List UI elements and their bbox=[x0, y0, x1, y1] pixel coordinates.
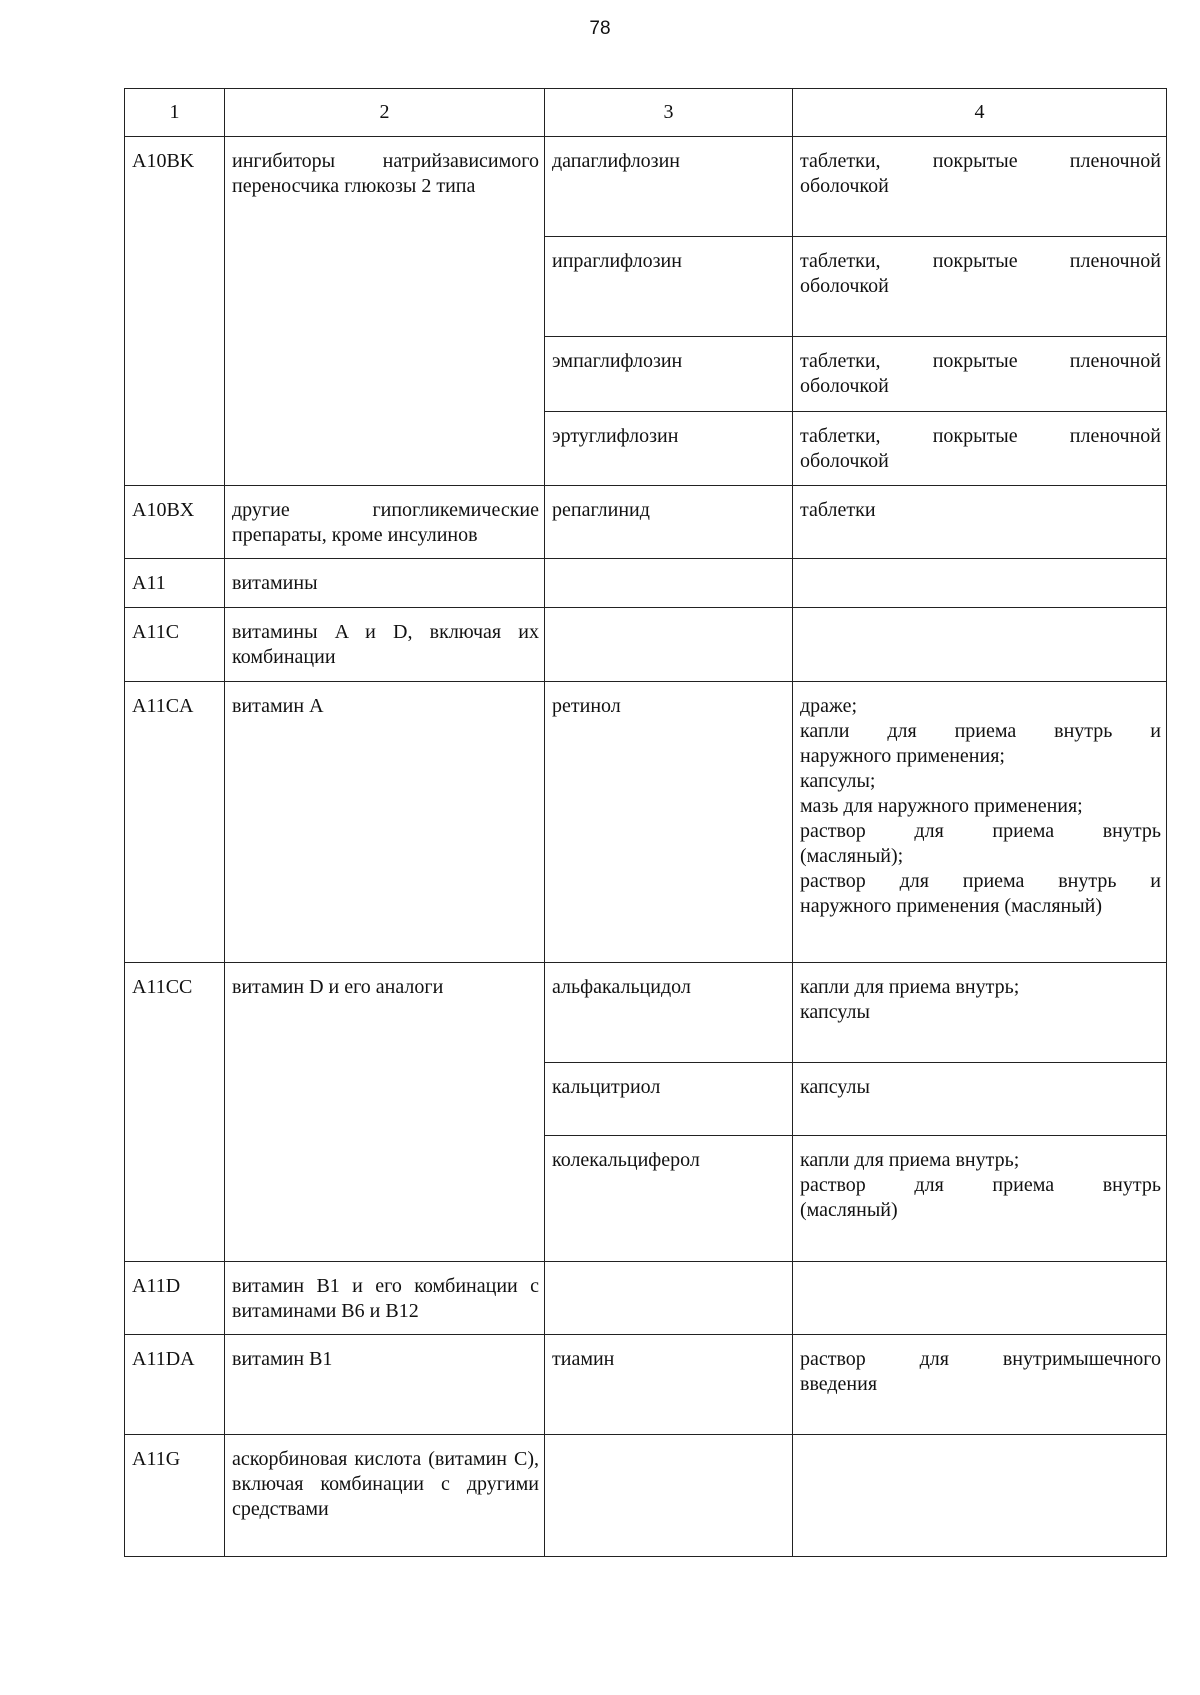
table-row bbox=[125, 963, 1167, 1063]
dosage-form-line: таблетки, покрытые пленочной bbox=[800, 350, 1161, 372]
dosage-form bbox=[793, 1262, 1167, 1335]
drug-name: эмпаглифлозин bbox=[545, 337, 793, 412]
dosage-form bbox=[793, 1136, 1167, 1262]
atc-code: A11 bbox=[125, 559, 225, 608]
table-row bbox=[125, 559, 1167, 608]
dosage-form-line: драже; bbox=[800, 695, 858, 717]
table-header-row bbox=[125, 89, 1167, 137]
atc-code: A10BX bbox=[125, 486, 225, 559]
dosage-form-line: раствор для приема внутрь bbox=[800, 1174, 1161, 1196]
atc-code: A11C bbox=[125, 608, 225, 682]
dosage-form-line: капли для приема внутрь и bbox=[800, 720, 1161, 742]
drug-name bbox=[545, 1262, 793, 1335]
dosage-form-line: раствор для приема внутрь bbox=[800, 820, 1161, 842]
table-row bbox=[125, 137, 1167, 237]
dosage-form-line: оболочкой bbox=[800, 450, 889, 472]
table-row bbox=[125, 1262, 1167, 1335]
group-name: витамины bbox=[225, 559, 545, 608]
header-cell: 4 bbox=[793, 89, 1167, 137]
group-name: другие гипогликемические препараты, кроме инсулинов bbox=[225, 486, 545, 559]
table-row bbox=[125, 1435, 1167, 1557]
page-number: 78 bbox=[589, 18, 611, 39]
atc-code: A11DA bbox=[125, 1335, 225, 1435]
dosage-form-line: раствор для приема внутрь и bbox=[800, 870, 1161, 892]
dosage-form-line: (масляный) bbox=[800, 1199, 898, 1221]
group-name: витамин D и его аналоги bbox=[225, 963, 545, 1262]
dosage-form-line: оболочкой bbox=[800, 175, 889, 197]
drug-name bbox=[545, 1435, 793, 1557]
dosage-form-line: наружного применения (масляный) bbox=[800, 895, 1103, 917]
drug-name: ретинол bbox=[545, 682, 793, 963]
dosage-form-line: мазь для наружного применения; bbox=[800, 795, 1083, 817]
dosage-form bbox=[793, 963, 1167, 1063]
group-name: витамин B1 и его комбинации с витаминами B6 и B12 bbox=[225, 1262, 545, 1335]
group-name: аскорбиновая кислота (витамин C), включая комбинации с другими средствами bbox=[225, 1435, 545, 1557]
drug-name: дапаглифлозин bbox=[545, 137, 793, 237]
drug-name: репаглинид bbox=[545, 486, 793, 559]
dosage-form-line: капсулы bbox=[800, 1076, 870, 1098]
atc-code: A10BK bbox=[125, 137, 225, 486]
atc-code: A11CA bbox=[125, 682, 225, 963]
table-row bbox=[125, 486, 1167, 559]
dosage-form bbox=[793, 608, 1167, 682]
dosage-form-line: таблетки, покрытые пленочной bbox=[800, 425, 1161, 447]
table-row bbox=[125, 1335, 1167, 1435]
dosage-form bbox=[793, 559, 1167, 608]
dosage-form-line: капли для приема внутрь; bbox=[800, 976, 1020, 998]
dosage-form-line: оболочкой bbox=[800, 275, 889, 297]
drug-name: тиамин bbox=[545, 1335, 793, 1435]
drug-name: кальцитриол bbox=[545, 1063, 793, 1136]
dosage-form-line: капсулы; bbox=[800, 770, 876, 792]
dosage-form-line: капли для приема внутрь; bbox=[800, 1149, 1020, 1171]
dosage-form bbox=[793, 1063, 1167, 1136]
drug-table bbox=[124, 88, 1167, 1557]
group-name: витамин A bbox=[225, 682, 545, 963]
dosage-form bbox=[793, 682, 1167, 963]
dosage-form-line: раствор для внутримышечного bbox=[800, 1348, 1161, 1370]
atc-code: A11G bbox=[125, 1435, 225, 1557]
table-row bbox=[125, 608, 1167, 682]
dosage-form: таблетки bbox=[793, 486, 1167, 559]
header-cell: 3 bbox=[545, 89, 793, 137]
dosage-form-line: таблетки, покрытые пленочной bbox=[800, 250, 1161, 272]
header-cell: 2 bbox=[225, 89, 545, 137]
dosage-form bbox=[793, 412, 1167, 486]
drug-name: ипраглифлозин bbox=[545, 237, 793, 337]
dosage-form bbox=[793, 1335, 1167, 1435]
dosage-form bbox=[793, 237, 1167, 337]
atc-code: A11CC bbox=[125, 963, 225, 1262]
dosage-form-line: наружного применения; bbox=[800, 745, 1005, 767]
group-name: витамины A и D, включая их комбинации bbox=[225, 608, 545, 682]
drug-name bbox=[545, 608, 793, 682]
dosage-form-line: введения bbox=[800, 1373, 878, 1395]
drug-name: эртуглифлозин bbox=[545, 412, 793, 486]
drug-name: колекальциферол bbox=[545, 1136, 793, 1262]
atc-code: A11D bbox=[125, 1262, 225, 1335]
header-cell: 1 bbox=[125, 89, 225, 137]
drug-name: альфакальцидол bbox=[545, 963, 793, 1063]
dosage-form bbox=[793, 337, 1167, 412]
dosage-form-line: (масляный); bbox=[800, 845, 904, 867]
table-row bbox=[125, 682, 1167, 963]
dosage-form bbox=[793, 137, 1167, 237]
group-name: витамин B1 bbox=[225, 1335, 545, 1435]
dosage-form-line: таблетки, покрытые пленочной bbox=[800, 150, 1161, 172]
dosage-form bbox=[793, 1435, 1167, 1557]
group-name: ингибиторы натрийзависимого переносчика глюкозы 2 типа bbox=[225, 137, 545, 486]
dosage-form-line: оболочкой bbox=[800, 375, 889, 397]
dosage-form-line: капсулы bbox=[800, 1001, 870, 1023]
drug-name bbox=[545, 559, 793, 608]
